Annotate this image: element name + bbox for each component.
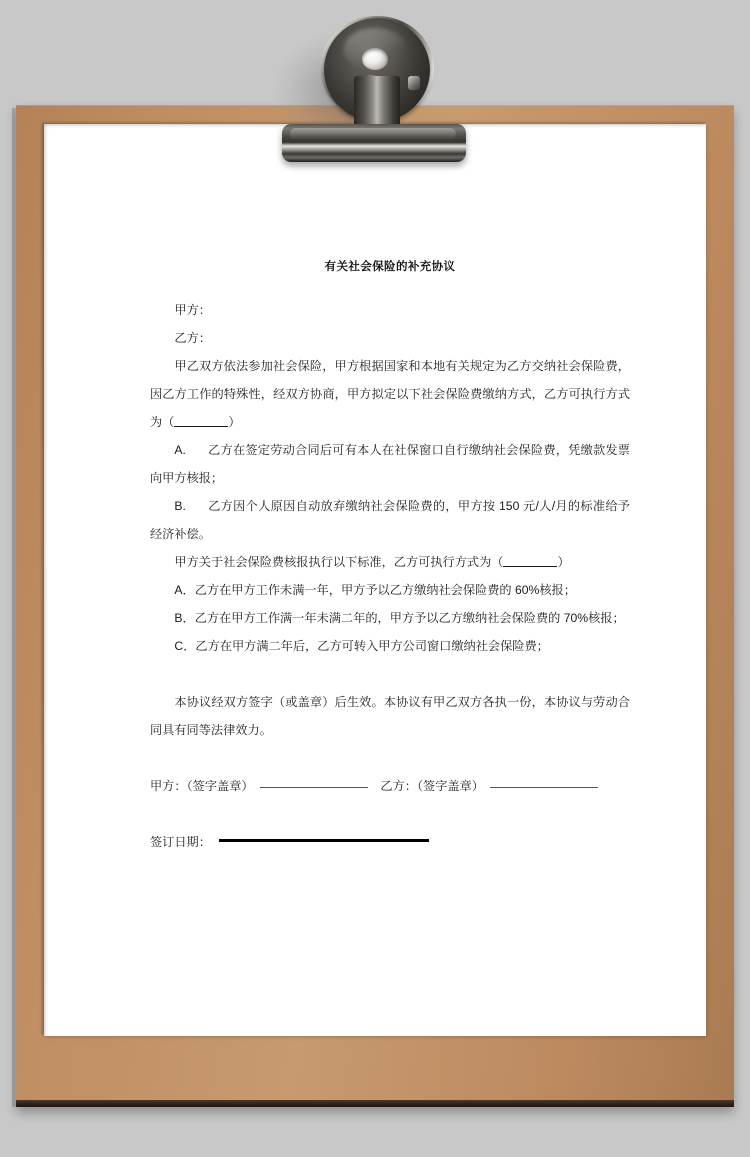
signature-party-a-line[interactable] (260, 787, 368, 788)
date-label: 签订日期： (150, 835, 211, 849)
party-a-label: 甲方： (174, 303, 211, 317)
reimbursement-blank-field[interactable] (503, 566, 557, 567)
effect-clause: 本协议经双方签字（或盖章）后生效。本协议有甲乙双方各执一份，本协议与劳动合同具有同等法律效力。 (150, 695, 630, 737)
spacer-before-signature (150, 744, 630, 772)
spacer-after-options (150, 660, 630, 688)
payment-option-b-text: 乙方因个人原因自动放弃缴纳社会保险费的，甲方按 150 元/人/月的标准给予经济补偿。 (150, 499, 630, 541)
reimbursement-intro-text: 甲方关于社会保险费核报执行以下标准，乙方可执行方式为（ (174, 555, 504, 569)
payment-option-a-text: 乙方在签定劳动合同后可有本人在社保窗口自行缴纳社会保险费，凭缴款发票向甲方核报； (150, 443, 630, 485)
payment-option-a (150, 436, 630, 492)
spacer-before-date-2 (150, 814, 630, 828)
intro-text-tail: ） (228, 415, 241, 429)
document-title: 有关社会保险的补充协议 (324, 261, 456, 273)
payment-option-a-letter: A. (174, 443, 186, 457)
payment-option-b (150, 492, 630, 548)
date-line[interactable] (219, 839, 429, 842)
signature-party-a-label: 甲方：（签字盖章） (150, 779, 254, 793)
signature-party-b-label: 乙方：（签字盖章） (380, 779, 484, 793)
signature-row (150, 772, 630, 800)
intro-blank-field[interactable] (174, 426, 228, 427)
clip-side-nub (408, 76, 420, 90)
date-row (150, 828, 630, 856)
clip-bar-gloss (290, 128, 456, 140)
reimbursement-option-b: B．乙方在甲方工作满一年未满二年的，甲方予以乙方缴纳社会保险费的 70%核报； (174, 611, 625, 625)
document-paper (44, 124, 706, 1036)
party-b-label: 乙方： (174, 331, 211, 345)
reimbursement-option-c: C．乙方在甲方满二年后，乙方可转入甲方公司窗口缴纳社会保险费； (174, 639, 549, 653)
spacer-before-date (150, 800, 630, 814)
signature-party-b-line[interactable] (490, 787, 598, 788)
reimbursement-intro (150, 548, 630, 576)
clipboard-clip (276, 18, 476, 178)
intro-text: 甲乙双方依法参加社会保险，甲方根据国家和本地有关规定为乙方交纳社会保险费，因乙方工作的特殊性，经双方协商，甲方拟定以下社会保险费缴纳方式，乙方可执行方式为（ (150, 359, 630, 429)
payment-option-b-letter: B. (174, 499, 186, 513)
reimbursement-option-a: A．乙方在甲方工作未满一年，甲方予以乙方缴纳社会保险费的 60%核报； (174, 583, 576, 597)
clipboard-bottom-edge (16, 1100, 734, 1107)
document-content (150, 258, 630, 856)
intro-paragraph (150, 352, 630, 436)
clip-disc-hole (362, 48, 388, 70)
reimbursement-intro-tail: ） (557, 555, 570, 569)
